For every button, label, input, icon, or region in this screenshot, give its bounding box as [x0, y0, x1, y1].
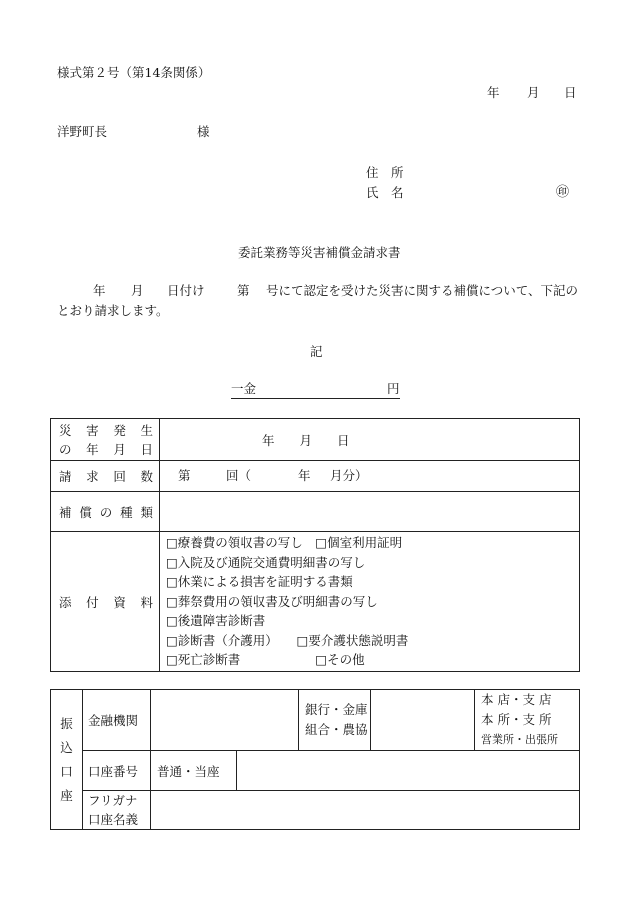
- attachments-label: 添付資料: [51, 532, 160, 672]
- furigana-label: フリガナ: [88, 793, 138, 808]
- account-name-field[interactable]: [151, 791, 580, 830]
- date-month: 月: [527, 85, 540, 100]
- bank-row-account-name: [51, 791, 580, 830]
- incident-date-label-b: の 年 月 日: [59, 441, 153, 457]
- ki-heading: 記: [310, 344, 323, 359]
- account-number-field[interactable]: [237, 751, 580, 791]
- bank-side-char: 口: [60, 763, 73, 779]
- branch-type-options: [475, 690, 580, 751]
- bank-type-option: 組合・農協: [305, 722, 368, 737]
- incident-date-label: [51, 419, 160, 461]
- claim-count-month: 月分）: [330, 468, 368, 483]
- row-incident-date: [51, 419, 580, 461]
- attachment-item[interactable]: □休業による損害を証明する書類: [166, 574, 353, 589]
- seal-mark: ㊞: [556, 185, 570, 200]
- branch-type-option: 営業所・出張所: [481, 733, 558, 746]
- compensation-type-label: 補償の種類: [51, 492, 160, 532]
- bank-side-char: 座: [60, 787, 73, 803]
- claim-count-year: 年: [298, 468, 311, 483]
- branch-type-option: 本 店・支 店: [481, 692, 552, 707]
- bank-side-char: 込: [60, 739, 73, 755]
- amount-suffix: 円: [387, 381, 400, 396]
- address-label: 住 所: [366, 165, 404, 180]
- claim-count-label: 請求回数: [51, 461, 160, 492]
- branch-type-option: 本 所・支 所: [481, 712, 552, 727]
- body-month: 月: [131, 283, 144, 298]
- bank-type-option: 銀行・金庫: [305, 702, 368, 717]
- bank-row-institution: [51, 690, 580, 751]
- date-day: 日: [564, 85, 577, 100]
- claim-count-no: 第: [178, 468, 191, 483]
- attachment-item[interactable]: □診断書（介護用） □要介護状態説明書: [166, 632, 409, 648]
- addressee-honorific: 様: [197, 124, 210, 139]
- form-number: 様式第２号（第14条関係）: [57, 65, 211, 80]
- attachment-item[interactable]: □入院及び通院交通費明細書の写し: [166, 554, 366, 570]
- bank-type-options: [299, 690, 371, 751]
- bank-side-char: 振: [60, 715, 73, 731]
- bank-row-account-number: [51, 751, 580, 791]
- body-line1-rest: 号にて認定を受けた災害に関する補償について、下記の: [266, 283, 579, 298]
- account-name-label: 口座名義: [88, 812, 139, 827]
- branch-name-field[interactable]: [371, 690, 475, 751]
- account-type-options: 普通・当座: [151, 751, 237, 791]
- claim-count-value[interactable]: [160, 461, 580, 492]
- attachments-list: [160, 532, 580, 672]
- compensation-type-value[interactable]: [160, 492, 580, 532]
- claim-table: [50, 418, 580, 672]
- body-year: 年: [93, 283, 106, 298]
- amount-prefix: 一金: [231, 381, 257, 396]
- attachment-item[interactable]: □死亡診断書 □その他: [166, 652, 365, 667]
- incident-date-value[interactable]: [160, 419, 580, 461]
- claim-count-times: 回（: [226, 468, 252, 483]
- body-date-suffix: 日付け: [167, 283, 205, 298]
- row-compensation-type: [51, 492, 580, 532]
- row-claim-count: [51, 461, 580, 492]
- institution-label: 金融機関: [83, 690, 151, 751]
- bank-name-field[interactable]: [151, 690, 299, 751]
- amount-underline: [231, 398, 400, 399]
- attachment-item[interactable]: □療養費の領収書の写し □個室利用証明: [166, 535, 403, 550]
- document-title: 委託業務等災害補償金請求書: [238, 245, 401, 260]
- date-year: 年: [487, 85, 500, 100]
- account-name-labels: [83, 791, 151, 830]
- row-attachments: [51, 532, 580, 672]
- attachment-item[interactable]: □葬祭費用の領収書及び明細書の写し: [166, 593, 378, 609]
- bank-side-label: [51, 690, 83, 830]
- account-number-label: 口座番号: [83, 751, 151, 791]
- incident-date-placeholder: 年 月 日: [262, 432, 350, 448]
- incident-date-label-a: 災 害 発 生: [59, 422, 153, 438]
- body-line2: とおり請求します。: [57, 303, 169, 318]
- name-label: 氏 名: [366, 185, 404, 200]
- body-no-prefix: 第: [237, 283, 250, 298]
- attachment-item[interactable]: □後遺障害診断書: [166, 613, 266, 628]
- addressee-name: 洋野町長: [57, 124, 108, 139]
- bank-transfer-table: [50, 689, 580, 830]
